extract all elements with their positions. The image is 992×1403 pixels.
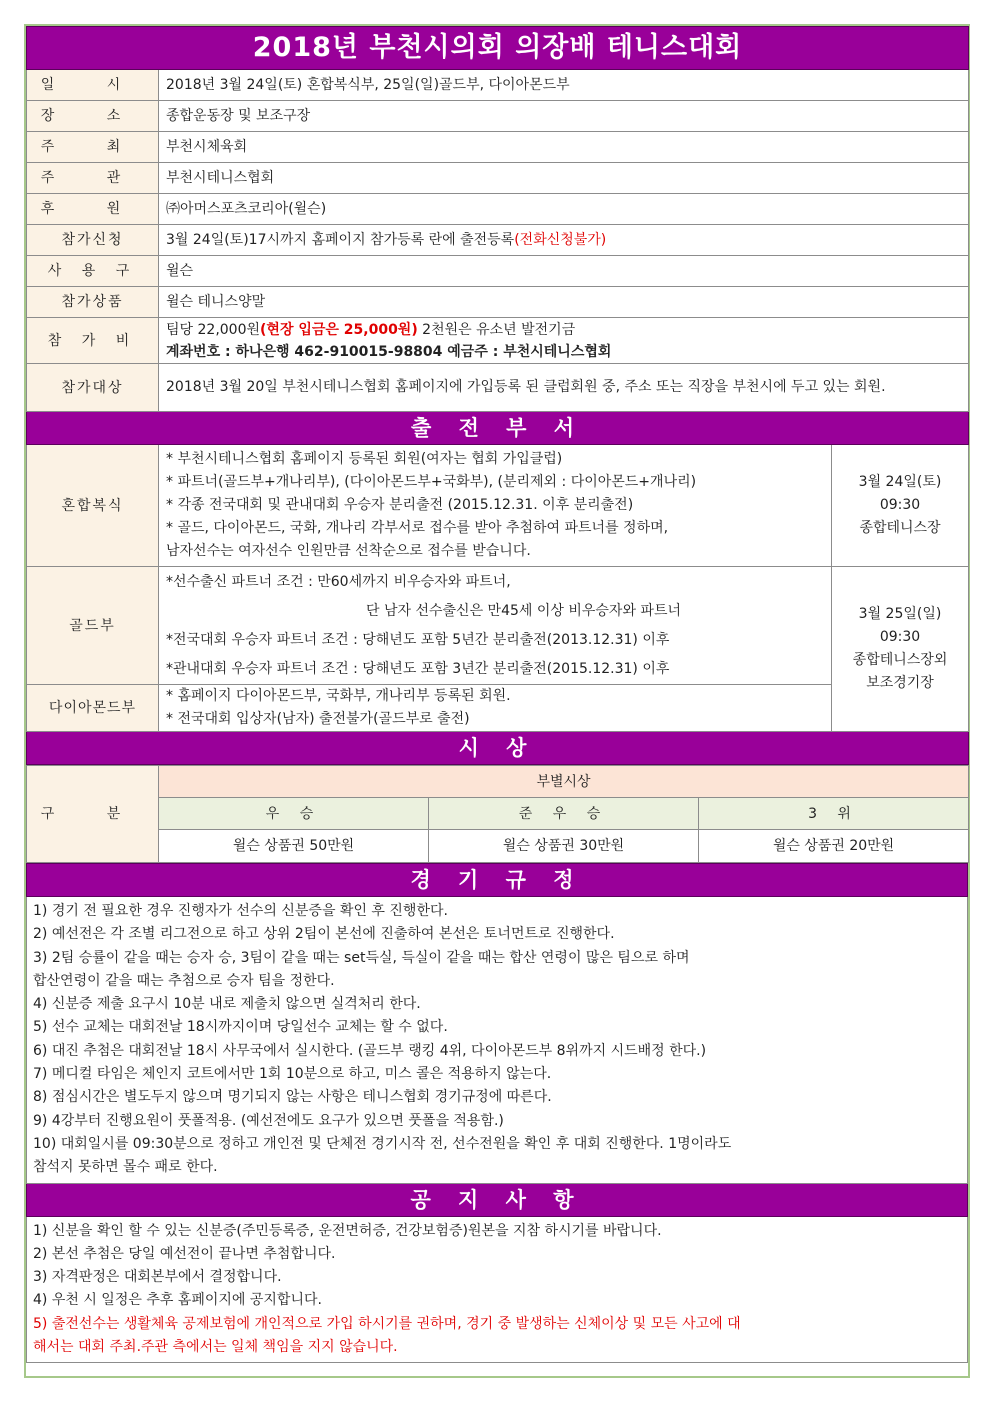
diamond-line: * 홈페이지 다이아몬드부, 국화부, 개나리부 등록된 회원. <box>166 688 511 704</box>
rule-item: 2) 예선전은 각 조별 리그전으로 하고 상위 2팀이 본선에 진출하여 본선은 토너먼트로 진행한다. <box>33 926 615 943</box>
label-mixed: 혼합복식 <box>27 445 159 567</box>
mixed-line: * 부천시테니스협회 홈페이지 등록된 회원(여자는 협회 가입클럽) <box>166 451 563 467</box>
value-gift: 윌슨 테니스양말 <box>159 287 969 318</box>
schedule-venue: 종합테니스장 <box>859 520 941 536</box>
rule-item: 6) 대진 추첨은 대회전날 18시 사무국에서 실시한다. (골드부 랭킹 4위, 다이아몬드부 8위까지 시드배정 한다.) <box>33 1042 707 1059</box>
schedule-venue: 보조경기장 <box>866 675 934 691</box>
value-eligibility: 2018년 3월 20일 부천시테니스협회 홈페이지에 가입등록 된 클럽회원 중, 주소 또는 직장을 부천시에 두고 있는 회원. <box>159 364 969 412</box>
notice-item-insurance: 5) 출전선수는 생활체육 공제보험에 개인적으로 가입 하시기를 권하며, 경기 중 발생하는 신체이상 및 모든 사고에 대 <box>33 1315 741 1332</box>
gold-line: *선수출신 파트너 조건 : 만60세까지 비우승자와 파트너, <box>166 573 511 590</box>
label-gold: 골드부 <box>27 567 159 685</box>
mixed-line: * 각종 전국대회 및 관내대회 우승자 분리출전 (2015.12.31. 이후 분리출전) <box>166 497 634 513</box>
rule-item: 합산연령이 같을 때는 추첨으로 승자 팀을 정한다. <box>33 972 335 989</box>
label-venue: 장 소 <box>27 101 159 132</box>
notice-item: 1) 신분을 확인 할 수 있는 신분증(주민등록증, 운전면허증, 건강보험증)원본을 지참 하시기를 바랍니다. <box>33 1222 662 1239</box>
award-prize-runnerup: 윌슨 상품권 30만원 <box>429 830 699 863</box>
label-host: 주 최 <box>27 132 159 163</box>
rule-item: 3) 2팀 승률이 같을 때는 승자 승, 3팀이 같을 때는 set득실, 득실이 같을 때는 합산 연령이 많은 팀으로 하며 <box>33 949 690 966</box>
notice-page <box>24 24 970 1378</box>
fee-onsite: (현장 입금은 25,000원) <box>260 321 418 338</box>
label-gift: 참가상품 <box>27 287 159 318</box>
rule-item: 1) 경기 전 필요한 경우 진행자가 선수의 신분증을 확인 후 진행한다. <box>33 903 448 919</box>
schedule-time: 09:30 <box>879 497 921 513</box>
award-col-winner: 우 승 <box>159 798 429 830</box>
rule-item: 9) 4강부터 진행요원이 풋폴적용. (예선전에도 요구가 있으면 풋폴을 적용함.) <box>33 1112 504 1129</box>
label-diamond: 다이아몬드부 <box>27 685 159 732</box>
value-host: 부천시체육회 <box>159 132 969 163</box>
mixed-schedule <box>832 445 969 567</box>
value-ball: 윌슨 <box>159 256 969 287</box>
label-fee: 참 가 비 <box>27 318 159 364</box>
section-awards: 시 상 <box>27 732 969 765</box>
application-note: (전화신청불가) <box>514 232 607 248</box>
awards-table <box>26 765 969 863</box>
label-award-category: 구 분 <box>27 766 159 863</box>
mixed-line: 남자선수는 여자선수 인원만큼 선착순으로 접수를 받습니다. <box>166 543 531 559</box>
gold-line: *전국대회 우승자 파트너 조건 : 당해년도 포함 5년간 분리출전(2013.12.31) 이후 <box>166 631 670 648</box>
schedule-time: 09:30 <box>879 629 921 645</box>
award-col-third: 3 위 <box>699 798 969 830</box>
schedule-venue: 종합테니스장외 <box>852 652 948 668</box>
section-notice: 공 지 사 항 <box>27 1183 968 1216</box>
award-prize-third: 윌슨 상품권 20만원 <box>699 830 969 863</box>
rule-item: 참석지 못하면 몰수 패로 한다. <box>33 1159 218 1176</box>
label-organizer: 주 관 <box>27 163 159 194</box>
fee-account: 계좌번호 : 하나은행 462-910015-98804 예금주 : 부천시테니스협회 <box>166 343 612 360</box>
label-application: 참가신청 <box>27 225 159 256</box>
schedule-date: 3월 24일(토) <box>858 474 942 490</box>
diamond-line: * 전국대회 입상자(남자) 출전불가(골드부로 출전) <box>166 711 470 727</box>
main-table <box>26 26 969 765</box>
notice-item: 3) 자격판정은 대회본부에서 결정합니다. <box>33 1269 282 1286</box>
section-rules: 경 기 규 정 <box>27 864 968 897</box>
rule-item: 4) 신분증 제출 요구시 10분 내로 제출치 않으면 실격처리 한다. <box>33 996 421 1013</box>
section-divisions: 출 전 부 서 <box>27 412 969 445</box>
award-prize-winner: 윌슨 상품권 50만원 <box>159 830 429 863</box>
rule-item: 5) 선수 교체는 대회전날 18시까지이며 당일선수 교체는 할 수 없다. <box>33 1019 448 1036</box>
label-eligibility: 참가대상 <box>27 364 159 412</box>
mixed-line: * 골드, 다이아몬드, 국화, 개나리 각부서로 접수를 받아 추첨하여 파트너를 정하며, <box>166 520 669 536</box>
gold-line: 단 남자 선수출신은 만45세 이상 비우승자와 파트너 <box>366 602 681 619</box>
value-application <box>159 225 969 256</box>
value-organizer: 부천시테니스협회 <box>159 163 969 194</box>
value-fee <box>159 318 969 364</box>
award-col-runnerup: 준 우 승 <box>429 798 699 830</box>
award-header: 부별시상 <box>159 766 969 798</box>
mixed-rules <box>159 445 832 567</box>
notice-item-insurance: 해서는 대회 주최.주관 측에서는 일체 책임을 지지 않습니다. <box>33 1339 398 1356</box>
gold-schedule <box>832 567 969 732</box>
notice-item: 4) 우천 시 일정은 추후 홈페이지에 공지합니다. <box>33 1292 322 1309</box>
value-venue: 종합운동장 및 보조구장 <box>159 101 969 132</box>
application-text: 3월 24일(토)17시까지 홈페이지 참가등록 란에 출전등록 <box>166 232 515 248</box>
gold-rules <box>159 567 832 685</box>
diamond-rules <box>159 685 832 732</box>
rules-list <box>27 897 968 1184</box>
fee-amount: 팀당 22,000원 <box>166 321 261 338</box>
page-title: 2018년 부천시의회 의장배 테니스대회 <box>27 27 969 70</box>
rules-table <box>26 863 968 1363</box>
rule-item: 7) 메디컬 타임은 체인지 코트에서만 1회 10분으로 하고, 미스 콜은 적용하지 않는다. <box>33 1066 552 1083</box>
label-date: 일 시 <box>27 70 159 101</box>
notice-list <box>27 1216 968 1363</box>
label-sponsor: 후 원 <box>27 194 159 225</box>
rule-item: 10) 대회일시를 09:30분으로 정하고 개인전 및 단체전 경기시작 전, 선수전원을 확인 후 대회 진행한다. 1명이라도 <box>33 1135 732 1152</box>
mixed-line: * 파트너(골드부+개나리부), (다이아몬드부+국화부), (분리제외 : 다이아몬드+개나리) <box>166 474 697 490</box>
schedule-date: 3월 25일(일) <box>858 606 942 622</box>
value-date: 2018년 3월 24일(토) 혼합복식부, 25일(일)골드부, 다이아몬드부 <box>159 70 969 101</box>
gold-line: *관내대회 우승자 파트너 조건 : 당해년도 포함 3년간 분리출전(2015.12.31) 이후 <box>166 660 670 677</box>
value-sponsor: ㈜아머스포츠코리아(윌슨) <box>159 194 969 225</box>
label-ball: 사 용 구 <box>27 256 159 287</box>
notice-item: 2) 본선 추첨은 당일 예선전이 끝나면 추첨합니다. <box>33 1245 336 1262</box>
fee-youth-fund: 2천원은 유소년 발전기금 <box>417 321 576 338</box>
rule-item: 8) 점심시간은 별도두지 않으며 명기되지 않는 사항은 테니스협회 경기규정에 따른다. <box>33 1089 552 1106</box>
